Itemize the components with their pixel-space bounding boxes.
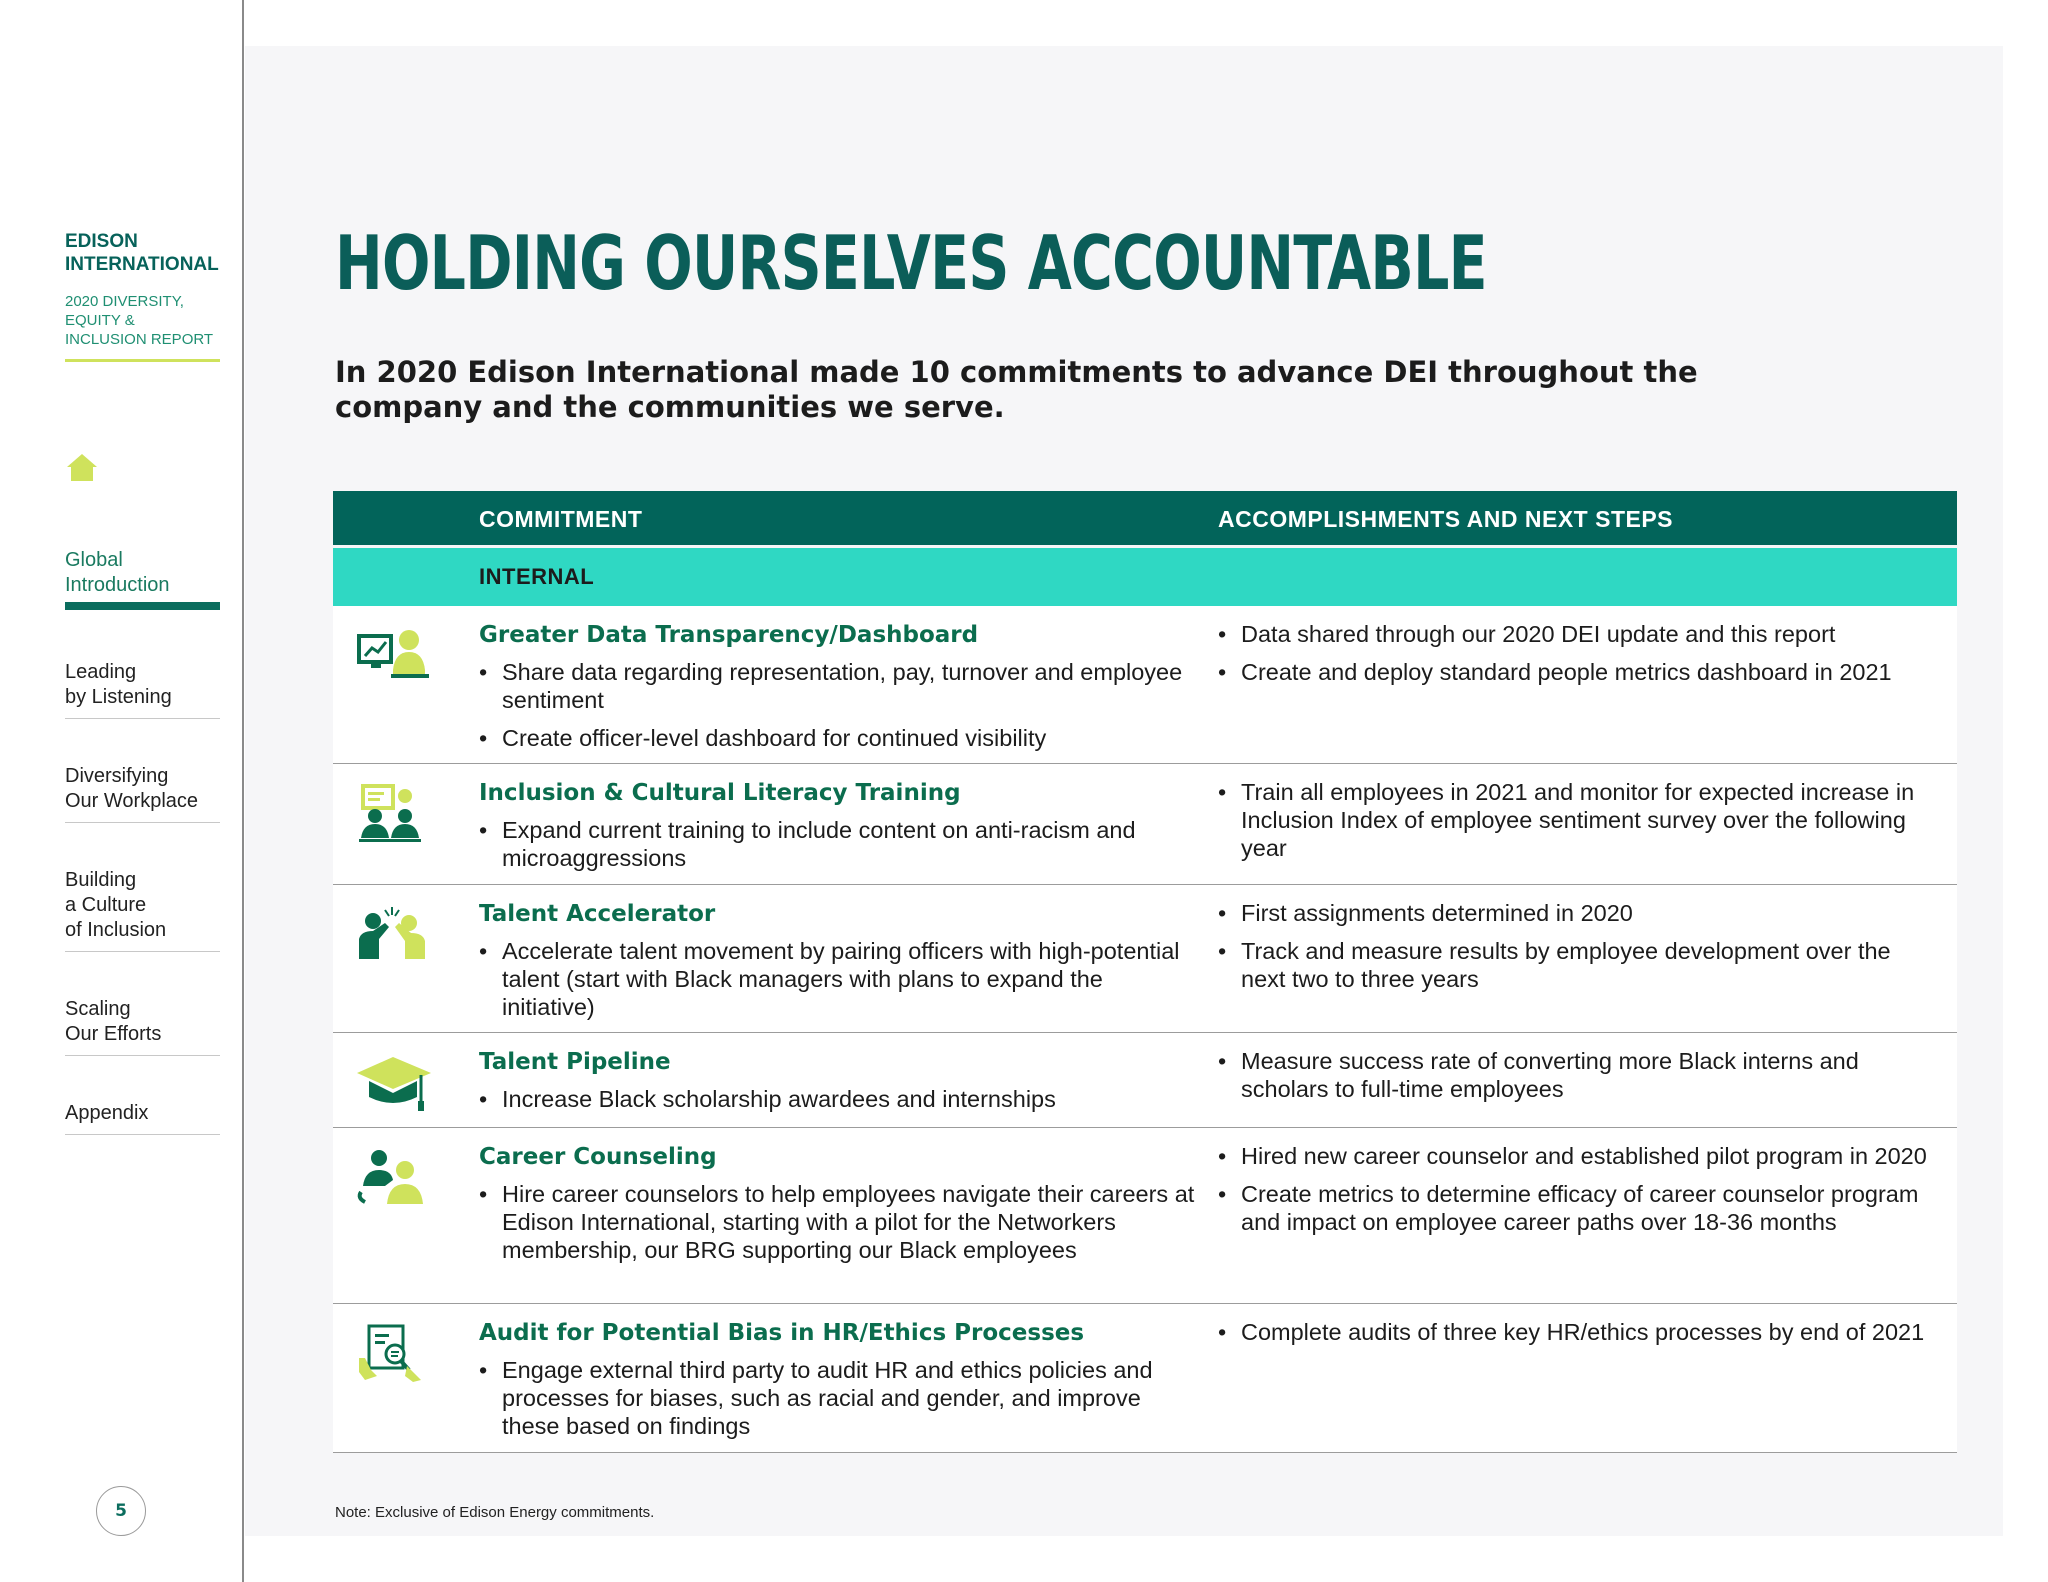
section-label: INTERNAL xyxy=(479,564,595,589)
commitment-title: Talent Accelerator xyxy=(479,901,716,927)
accomplishment-bullet: • First assignments determined in 2020 xyxy=(1218,899,1938,927)
commitment-bullet: • Create officer-level dashboard for continued visibility xyxy=(479,724,1199,752)
commitments-table xyxy=(333,491,1957,1453)
commitment-title: Career Counseling xyxy=(479,1144,717,1170)
nav-item-leading-by-listening[interactable]: Leading by Listening xyxy=(65,660,220,719)
commitment-bullet: • Expand current training to include content on anti-racism and microaggressions xyxy=(479,816,1199,872)
accomplishment-bullet: • Hired new career counselor and established pilot program in 2020 xyxy=(1218,1142,1938,1170)
sidebar xyxy=(0,0,244,1582)
table-row xyxy=(333,885,1957,1033)
page-title: HOLDING OURSELVES ACCOUNTABLE xyxy=(335,219,1487,307)
commitment-title: Talent Pipeline xyxy=(479,1049,671,1075)
footnote: Note: Exclusive of Edison Energy commitments. xyxy=(335,1504,655,1521)
accomplishment-bullet: • Track and measure results by employee development over the next two to three years xyxy=(1218,937,1938,993)
table-row xyxy=(333,1128,1957,1304)
accomplishment-bullet: • Train all employees in 2021 and monitor for expected increase in Inclusion Index of employee sentiment survey over the following year xyxy=(1218,778,1938,862)
intro-text: In 2020 Edison International made 10 commitments to advance DEI throughout the company and the communities we serve. xyxy=(335,355,1698,424)
brand-divider xyxy=(65,359,220,362)
training-icon xyxy=(355,782,435,862)
home-icon[interactable] xyxy=(66,452,98,482)
table-header xyxy=(333,491,1957,545)
nav-item-appendix[interactable]: Appendix xyxy=(65,1101,220,1135)
page-number: 5 xyxy=(96,1486,146,1536)
table-row xyxy=(333,1304,1957,1453)
data-dashboard-icon xyxy=(355,624,435,704)
graduation-cap-icon xyxy=(355,1051,435,1131)
brand-name: EDISON INTERNATIONAL xyxy=(65,231,219,275)
audit-icon xyxy=(355,1322,435,1402)
accomplishment-bullet: • Measure success rate of converting more Black interns and scholars to full-time employees xyxy=(1218,1047,1938,1103)
table-row xyxy=(333,764,1957,885)
accomplishment-bullet: • Create metrics to determine efficacy of career counselor program and impact on employee career paths over 18-36 months xyxy=(1218,1180,1938,1236)
column-header-commitment: COMMITMENT xyxy=(479,506,643,532)
nav-item-diversifying-our-workplace[interactable]: Diversifying Our Workplace xyxy=(65,764,220,823)
nav-item-building-a-culture-of-inclusion[interactable]: Building a Culture of Inclusion xyxy=(65,868,220,952)
counseling-icon xyxy=(355,1146,435,1226)
commitment-title: Inclusion & Cultural Literacy Training xyxy=(479,780,961,806)
commitment-bullet: • Increase Black scholarship awardees and internships xyxy=(479,1085,1199,1113)
nav-item-scaling-our-efforts[interactable]: Scaling Our Efforts xyxy=(65,997,220,1056)
high-five-icon xyxy=(355,903,435,983)
report-name: 2020 DIVERSITY, EQUITY & INCLUSION REPORT xyxy=(65,293,214,348)
accomplishment-bullet: • Create and deploy standard people metrics dashboard in 2021 xyxy=(1218,658,1938,686)
commitment-bullet: • Share data regarding representation, pay, turnover and employee sentiment xyxy=(479,658,1199,714)
table-row xyxy=(333,606,1957,764)
commitment-title: Audit for Potential Bias in HR/Ethics Processes xyxy=(479,1320,1085,1346)
section-row-internal xyxy=(333,548,1957,606)
commitment-bullet: • Engage external third party to audit HR and ethics policies and processes for biases, such as racial and gender, and improve these based on findings xyxy=(479,1356,1199,1440)
section-nav xyxy=(65,548,220,1180)
table-row xyxy=(333,1033,1957,1128)
commitment-title: Greater Data Transparency/Dashboard xyxy=(479,622,979,648)
commitment-bullet: • Hire career counselors to help employees navigate their careers at Edison International, starting with a pilot for the Networkers membership, our BRG supporting our Black employees xyxy=(479,1180,1199,1264)
accomplishment-bullet: • Complete audits of three key HR/ethics processes by end of 2021 xyxy=(1218,1318,1938,1346)
nav-item-global-introduction[interactable]: Global Introduction xyxy=(65,548,220,610)
accomplishment-bullet: • Data shared through our 2020 DEI update and this report xyxy=(1218,620,1938,648)
commitment-bullet: • Accelerate talent movement by pairing officers with high-potential talent (start with Black managers with plans to expand the initiative) xyxy=(479,937,1199,1021)
column-header-accomplishments: ACCOMPLISHMENTS AND NEXT STEPS xyxy=(1218,506,1674,532)
brand xyxy=(65,230,220,362)
